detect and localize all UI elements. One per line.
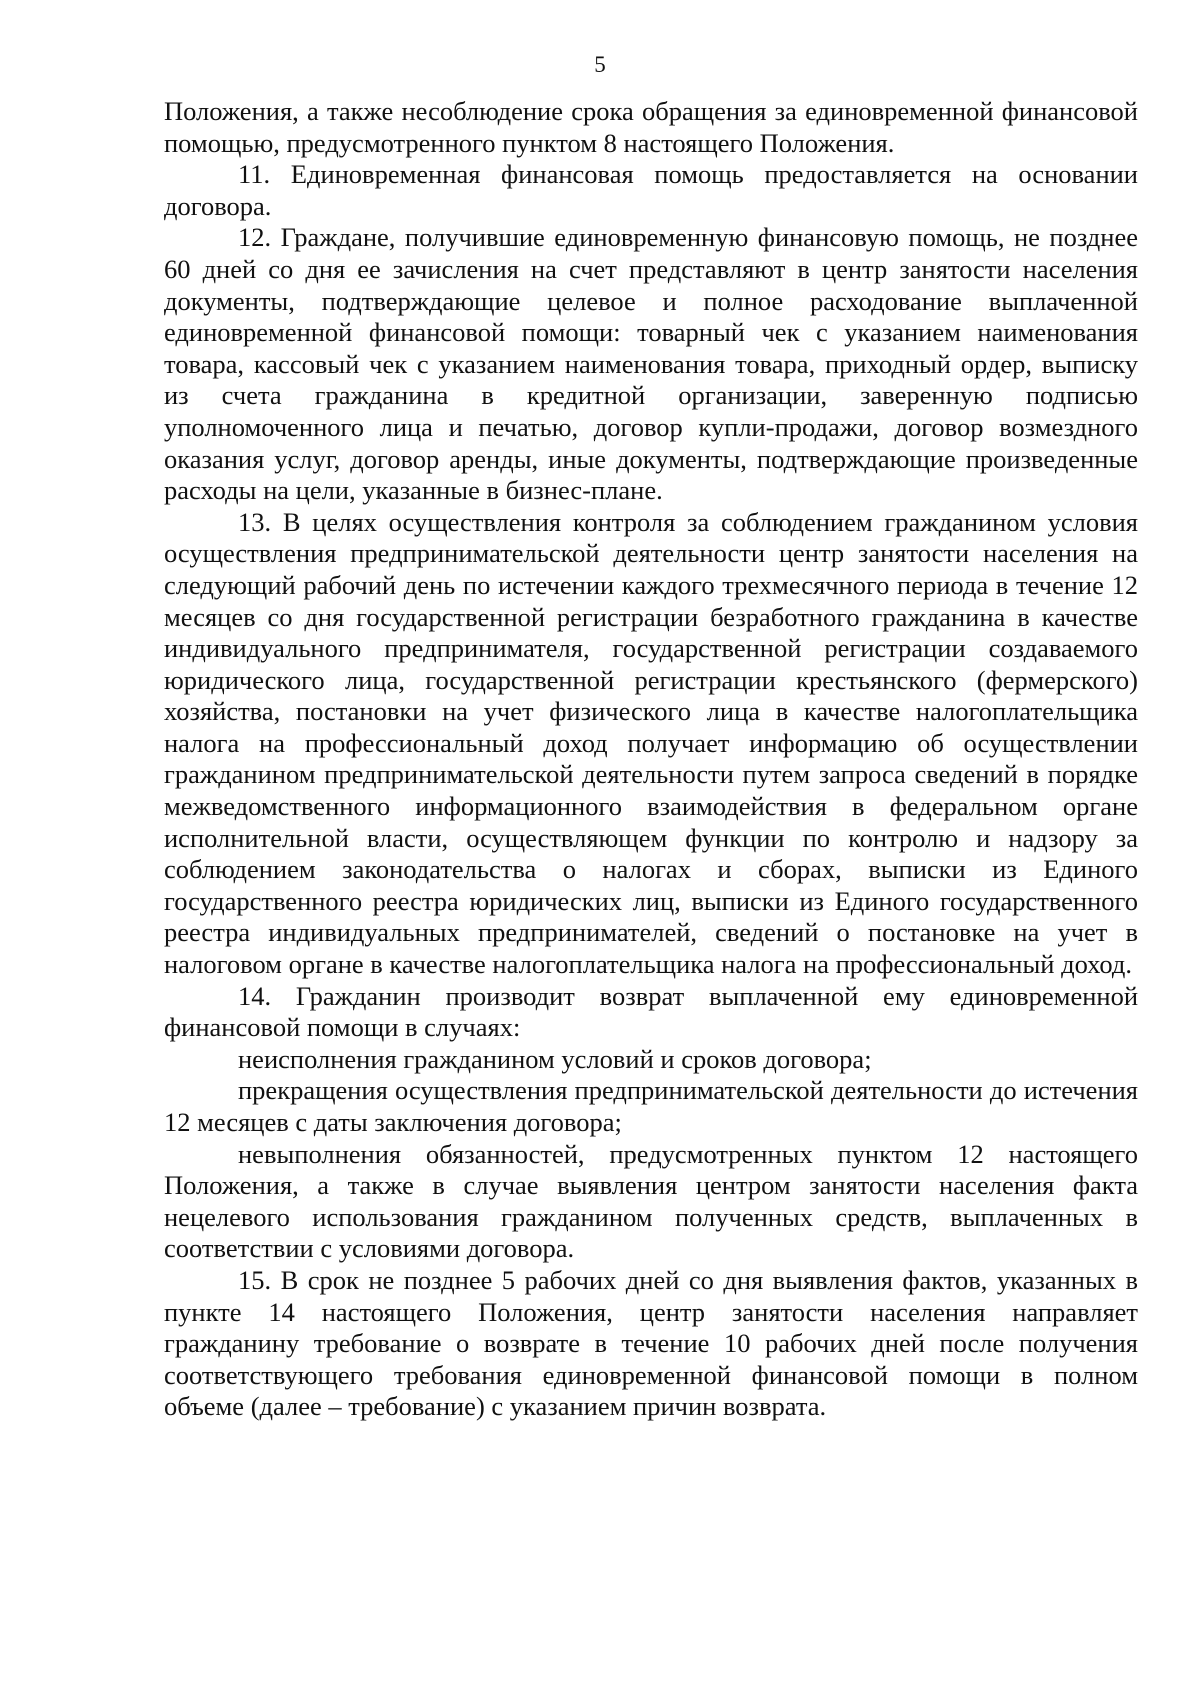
- paragraph-14-case-1: неисполнения гражданином условий и сроков договора;: [238, 1043, 872, 1074]
- paragraph-14-case-3: невыполнения обязанностей, предусмотренных пунктом 12 настоящего Положения, а также в случае выявления центром занятости населения факта нецелевого использования гражданином полученных средств, выплаченных в соответствии с условиями договора.: [164, 1138, 1138, 1264]
- paragraph-11: 11. Единовременная финансовая помощь предоставляется на основании договора.: [164, 159, 1138, 221]
- paragraph-14: 14. Гражданин производит возврат выплаченной ему единовременной финансовой помощи в случаях:: [164, 980, 1138, 1043]
- document-body: [164, 96, 1138, 1423]
- paragraph-13: 13. В целях осуществления контроля за соблюдением гражданином условия осуществления предпринимательской деятельности центр занятости населения на следующий рабочий день по истечении каждого трехмесячного периода в течение 12 месяцев со дня государственной регистрации безработного гражданина в качестве индивидуального предпринимателя, государственной регистрации создаваемого юридического лица, государственной регистрации крестьянского (фермерского) хозяйства, постановки на учет физического лица в качестве налогоплательщика налога на профессиональный доход получает информацию об осуществлении гражданином предпринимательской деятельности путем запроса сведений в порядке межведомственного информационного взаимодействия в федеральном органе исполнительной власти, осуществляющем функции по контролю и надзору за соблюдением законодательства о налогах и сборах, выписки из Единого государственного реестра юридических лиц, выписки из Единого государственного реестра индивидуальных предпринимателей, сведений о постановке на учет в налоговом органе в качестве налогоплательщика налога на профессиональный доход.: [164, 506, 1138, 980]
- paragraph-15: 15. В срок не позднее 5 рабочих дней со дня выявления фактов, указанных в пункте 14 настоящего Положения, центр занятости населения направляет гражданину требование о возврате в течение 10 рабочих дней после получения соответствующего требования единовременной финансовой помощи в полном объеме (далее – требование) с указанием причин возврата.: [164, 1264, 1138, 1422]
- paragraph-12: 12. Граждане, получившие единовременную финансовую помощь, не позднее 60 дней со дня ее зачисления на счет представляют в центр занятости населения документы, подтверждающие целевое и полное расходование выплаченной единовременной финансовой помощи: товарный чек с указанием наименования товара, кассовый чек с указанием наименования товара, приходный ордер, выписку из счета гражданина в кредитной организации, заверенную подписью уполномоченного лица и печатью, договор купли-продажи, договор возмездного оказания услуг, договор аренды, иные документы, подтверждающие произведенные расходы на цели, указанные в бизнес-плане.: [164, 222, 1138, 506]
- paragraph-14-case-2: прекращения осуществления предпринимательской деятельности до истечения 12 месяцев с даты заключения договора;: [164, 1075, 1138, 1137]
- page-number: 5: [594, 52, 606, 77]
- paragraph-continuation: Положения, а также несоблюдение срока обращения за единовременной финансовой помощью, предусмотренного пунктом 8 настоящего Положения.: [164, 96, 1138, 158]
